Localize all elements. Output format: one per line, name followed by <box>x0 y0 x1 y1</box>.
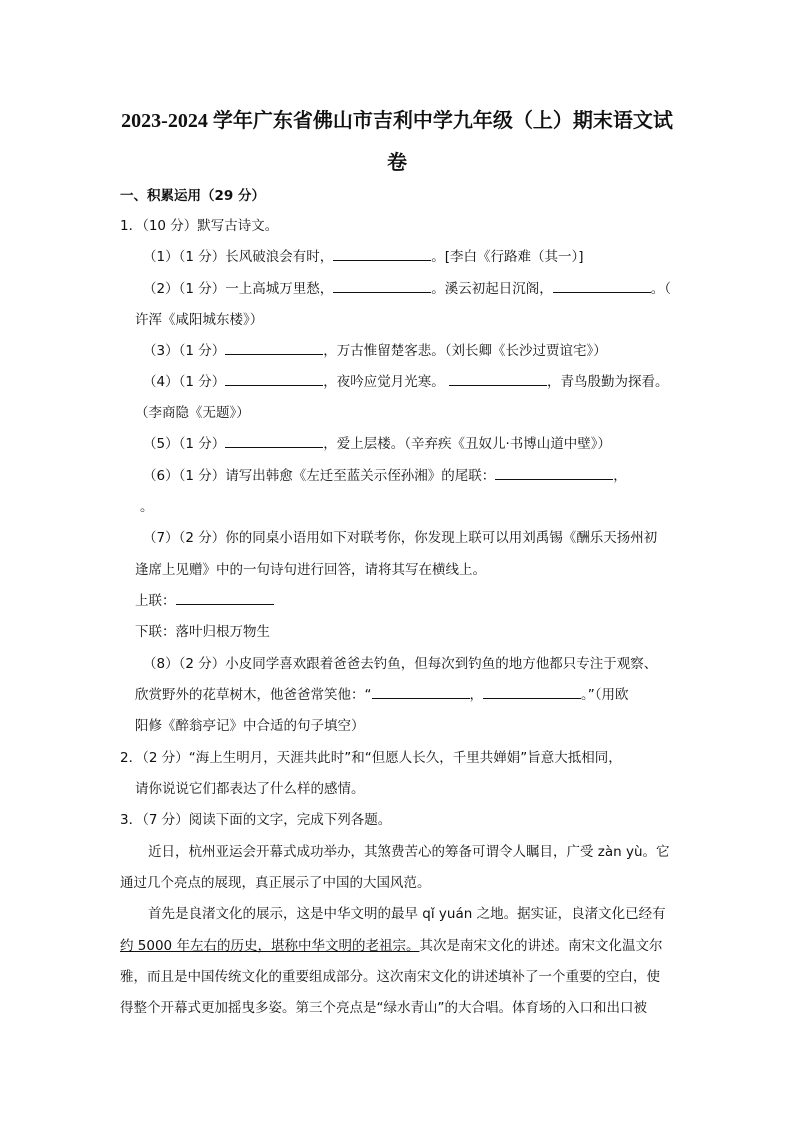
question-1-item-6: （6）（1 分）请写出韩愈《左迁至蓝关示侄孙湘》的尾联： ， <box>143 468 627 484</box>
passage-p1-line2: 通过几个亮点的展现，真正展示了中国的大国风范。 <box>120 875 431 891</box>
question-2-line2: 请你说说它们都表达了什么样的感情。 <box>135 781 365 797</box>
question-1-item-8-line1: （8）（2 分）小皮同学喜欢跟着爸爸去钓鱼，但每次到钓鱼的地方他都只专注于观察、 <box>143 656 658 672</box>
answer-blank[interactable] <box>225 372 323 386</box>
question-1-item-8-line2: 欣赏野外的花草树木，他爸爸常笑他：“ ， 。”（用欧 <box>135 687 629 703</box>
passage-p2-line3: 雅，而且是中国传统文化的重要组成部分。这次南宋文化的讲述填补了一个重要的空白，使 <box>120 969 660 985</box>
answer-blank[interactable] <box>553 279 651 293</box>
question-1-item-3: （3）（1 分） ，万古惟留楚客悲。（刘长卿《长沙过贾谊宅》） <box>143 343 607 359</box>
question-1-stem: 1．（10 分）默写古诗文。 <box>120 218 279 234</box>
answer-blank[interactable] <box>176 591 274 605</box>
exam-title-line1: 2023-2024 学年广东省佛山市吉利中学九年级（上）期末语文试 <box>121 110 673 132</box>
passage-p2-line2: 约 5000 年左右的历史，堪称中华文明的老祖宗。其次是南宋文化的讲述。南宋文化温文尔 <box>120 938 663 954</box>
answer-blank[interactable] <box>449 372 547 386</box>
underlined-sentence: 约 5000 年左右的历史，堪称中华文明的老祖宗。 <box>120 938 420 954</box>
answer-blank[interactable] <box>372 685 470 699</box>
question-1-item-1: （1）（1 分）长风破浪会有时， 。[李白《行路难（其一）] <box>143 249 584 265</box>
question-2-line1: 2．（2 分）“海上生明月，天涯共此时”和“但愿人长久，千里共婵娟”旨意大抵相同， <box>120 750 622 766</box>
couplet-upper: 上联： <box>135 591 274 611</box>
answer-blank[interactable] <box>225 434 323 448</box>
passage-p2-line1: 首先是良渚文化的展示，这是中华文明的最早 qǐ yuán 之地。据实证，良渚文化已经有 <box>148 906 666 922</box>
passage-p1-line1: 近日，杭州亚运会开幕式成功举办，其煞费苦心的筹备可谓令人瞩目，广受 zàn yù。它 <box>148 844 670 860</box>
couplet-lower: 下联：落叶归根万物生 <box>135 624 270 640</box>
answer-blank[interactable] <box>333 279 431 293</box>
question-1-item-4-source: （李商隐《无题》） <box>135 405 250 421</box>
question-1-item-7-line2: 逢席上见赠》中的一句诗句进行回答，请将其写在横线上。 <box>135 562 486 578</box>
question-1-item-6-end: 。 <box>140 499 154 515</box>
question-1-item-4: （4）（1 分） ，夜吟应觉月光寒。 ，青鸟殷勤为探看。 <box>143 374 669 390</box>
answer-blank[interactable] <box>483 685 581 699</box>
section-heading: 一、积累运用（29 分） <box>120 188 265 204</box>
question-1-item-5: （5）（1 分） ，爱上层楼。（辛弃疾《丑奴儿·书博山道中壁》） <box>143 436 612 452</box>
answer-blank[interactable] <box>225 341 323 355</box>
question-1-item-8-line3: 阳修《醉翁亭记》中合适的句子填空） <box>135 718 365 734</box>
passage-p2-line4: 得整个开幕式更加摇曳多姿。第三个亮点是“绿水青山”的大合唱。体育场的入口和出口被 <box>120 1000 647 1016</box>
question-1-item-7-line1: （7）（2 分）你的同桌小语用如下对联考你，你发现上联可以用刘禹锡《酬乐天扬州初 <box>143 530 658 546</box>
question-1-item-2-source: 许浑《咸阳城东楼》） <box>135 312 264 328</box>
exam-title-line2: 卷 <box>387 152 407 174</box>
answer-blank[interactable] <box>333 247 431 261</box>
question-1-item-2: （2）（1 分）一上高城万里愁， 。溪云初起日沉阁， 。（ <box>143 281 671 297</box>
question-3-stem: 3．（7 分）阅读下面的文字，完成下列各题。 <box>120 812 392 828</box>
answer-blank[interactable] <box>495 466 613 480</box>
